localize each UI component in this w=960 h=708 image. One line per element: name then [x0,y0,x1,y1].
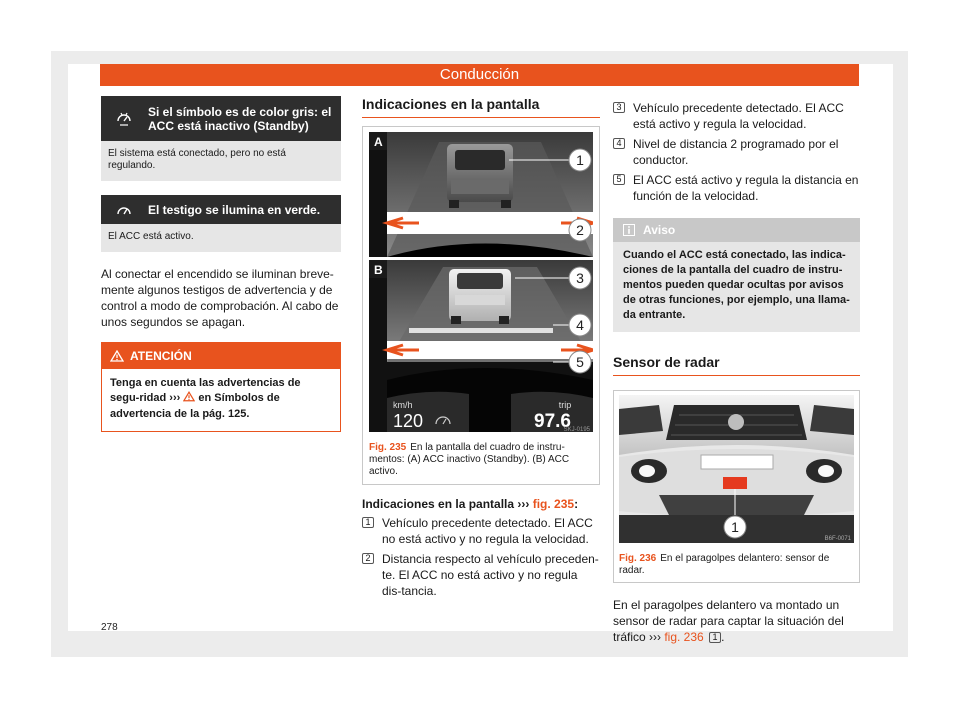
figure-236 [613,390,860,583]
caption-235-label: Fig. 235 [369,442,407,453]
info-icon [623,224,635,236]
warning-text-a: Tenga en cuenta las advertencias de segu-ridad ››› [110,377,301,404]
symbol-standby-desc: El sistema está conectado, pero no está regulando. [101,141,341,181]
list-item [613,172,860,204]
list-intro-colon: : [574,497,579,511]
list-item [613,136,860,168]
list-item [613,100,860,132]
radar-paragraph-num: 1 [709,632,721,643]
item-text: Nivel de distancia 2 programado por el conductor. [633,137,839,167]
figure-235-image [369,132,593,432]
column-right [613,96,860,645]
callout-2: 2 [576,222,584,238]
trip-value: 97.6 [534,411,571,432]
car-panel-a [447,144,513,208]
radar-paragraph-end: . [721,630,725,644]
symbol-standby-text: Si el símbolo es de color gris: el ACC está inactivo (Standby) [148,104,332,133]
warning-triangle-icon [110,350,124,362]
warning-header [102,343,340,369]
warning-inline-icon [183,391,195,407]
intro-paragraph: Al conectar el encendido se iluminan breve-mente algunos testigos de advertencia y de control a modo de comprobación. Al cabo de unos segundos se apagan. [101,267,339,329]
panel-a-label: A [374,135,383,149]
car-panel-b [449,269,511,324]
acc-standby-icon [101,110,146,128]
page-number: 278 [101,622,118,633]
note-title: Aviso [643,223,676,237]
caption-236-text: En el paragolpes delantero: sensor de radar. [619,553,830,576]
callout-236-1: 1 [731,519,739,535]
radar-sensor-marker [723,477,747,489]
figure-236-code: B6F-0071 [824,536,851,542]
item-number: 2 [362,553,374,564]
item-number: 5 [613,174,625,185]
list-intro [362,497,600,511]
list-intro-text: Indicaciones en la pantalla ››› [362,497,530,511]
speed-unit: km/h [393,400,413,410]
trip-label: trip [558,400,572,410]
item-text: Vehículo precedente detectado. El ACC no está activo y no regula la velocidad. [382,516,593,546]
caption-235 [369,442,593,478]
callout-3: 3 [576,270,584,286]
caption-235-text: En la pantalla del cuadro de instru-mentos: (A) ACC inactivo (Standby). (B) ACC activo. [369,442,570,477]
radar-paragraph-ref[interactable]: fig. 236 [664,630,704,644]
speed-value: 120 [393,411,424,431]
callout-5: 5 [576,354,584,370]
item-text: El ACC está activo y regula la distancia en función de la velocidad. [633,173,859,203]
symbol-active-desc: El ACC está activo. [101,224,341,252]
symbol-active-text: El testigo se ilumina en verde. [148,202,321,217]
heading-indicaciones: Indicaciones en la pantalla [362,96,600,118]
item-number: 4 [613,138,625,149]
warning-title: ATENCIÓN [130,349,192,363]
column-left [101,96,341,432]
radar-paragraph-text: En el paragolpes delantero va montado un sensor de radar para captar la situación del tráfico ››› [613,598,844,644]
list-item [362,551,600,599]
warning-body [102,369,340,431]
figure-236-image [619,395,854,543]
radar-paragraph [613,597,860,645]
acc-active-icon [101,203,146,217]
front-grille [666,405,807,440]
list-intro-ref[interactable]: fig. 235 [532,497,575,511]
item-text: Distancia respecto al vehículo preceden-te. El ACC no está activo y no regula dis-tancia. [382,552,599,598]
item-number: 1 [362,517,374,528]
column-middle [362,96,600,599]
section-header: Conducción [100,64,859,86]
heading-sensor-radar: Sensor de radar [613,354,860,376]
item-number: 3 [613,102,625,113]
figure-235 [362,126,600,485]
caption-236-label: Fig. 236 [619,553,657,564]
note-body: Cuando el ACC está conectado, las indica-ciones de la pantalla del cuadro de instru-mentos pueden quedar ocultas por avisos de otras funciones, por ejemplo, una llama-da entrante. [623,249,850,321]
symbol-box-active [101,195,341,224]
note-box [613,218,860,332]
panel-b-label: B [374,263,383,277]
figure-code: SKJ-0195 [563,427,590,432]
list-item [362,515,600,547]
warning-box [101,342,341,432]
callout-1: 1 [576,152,584,168]
caption-236 [619,553,854,577]
symbol-box-standby [101,96,341,141]
warning-text-b: en Símbolos de advertencia de la pág. 125. [110,392,280,420]
item-text: Vehículo precedente detectado. El ACC está activo y regula la velocidad. [633,101,844,131]
callout-4: 4 [576,317,584,333]
note-header [613,218,860,242]
